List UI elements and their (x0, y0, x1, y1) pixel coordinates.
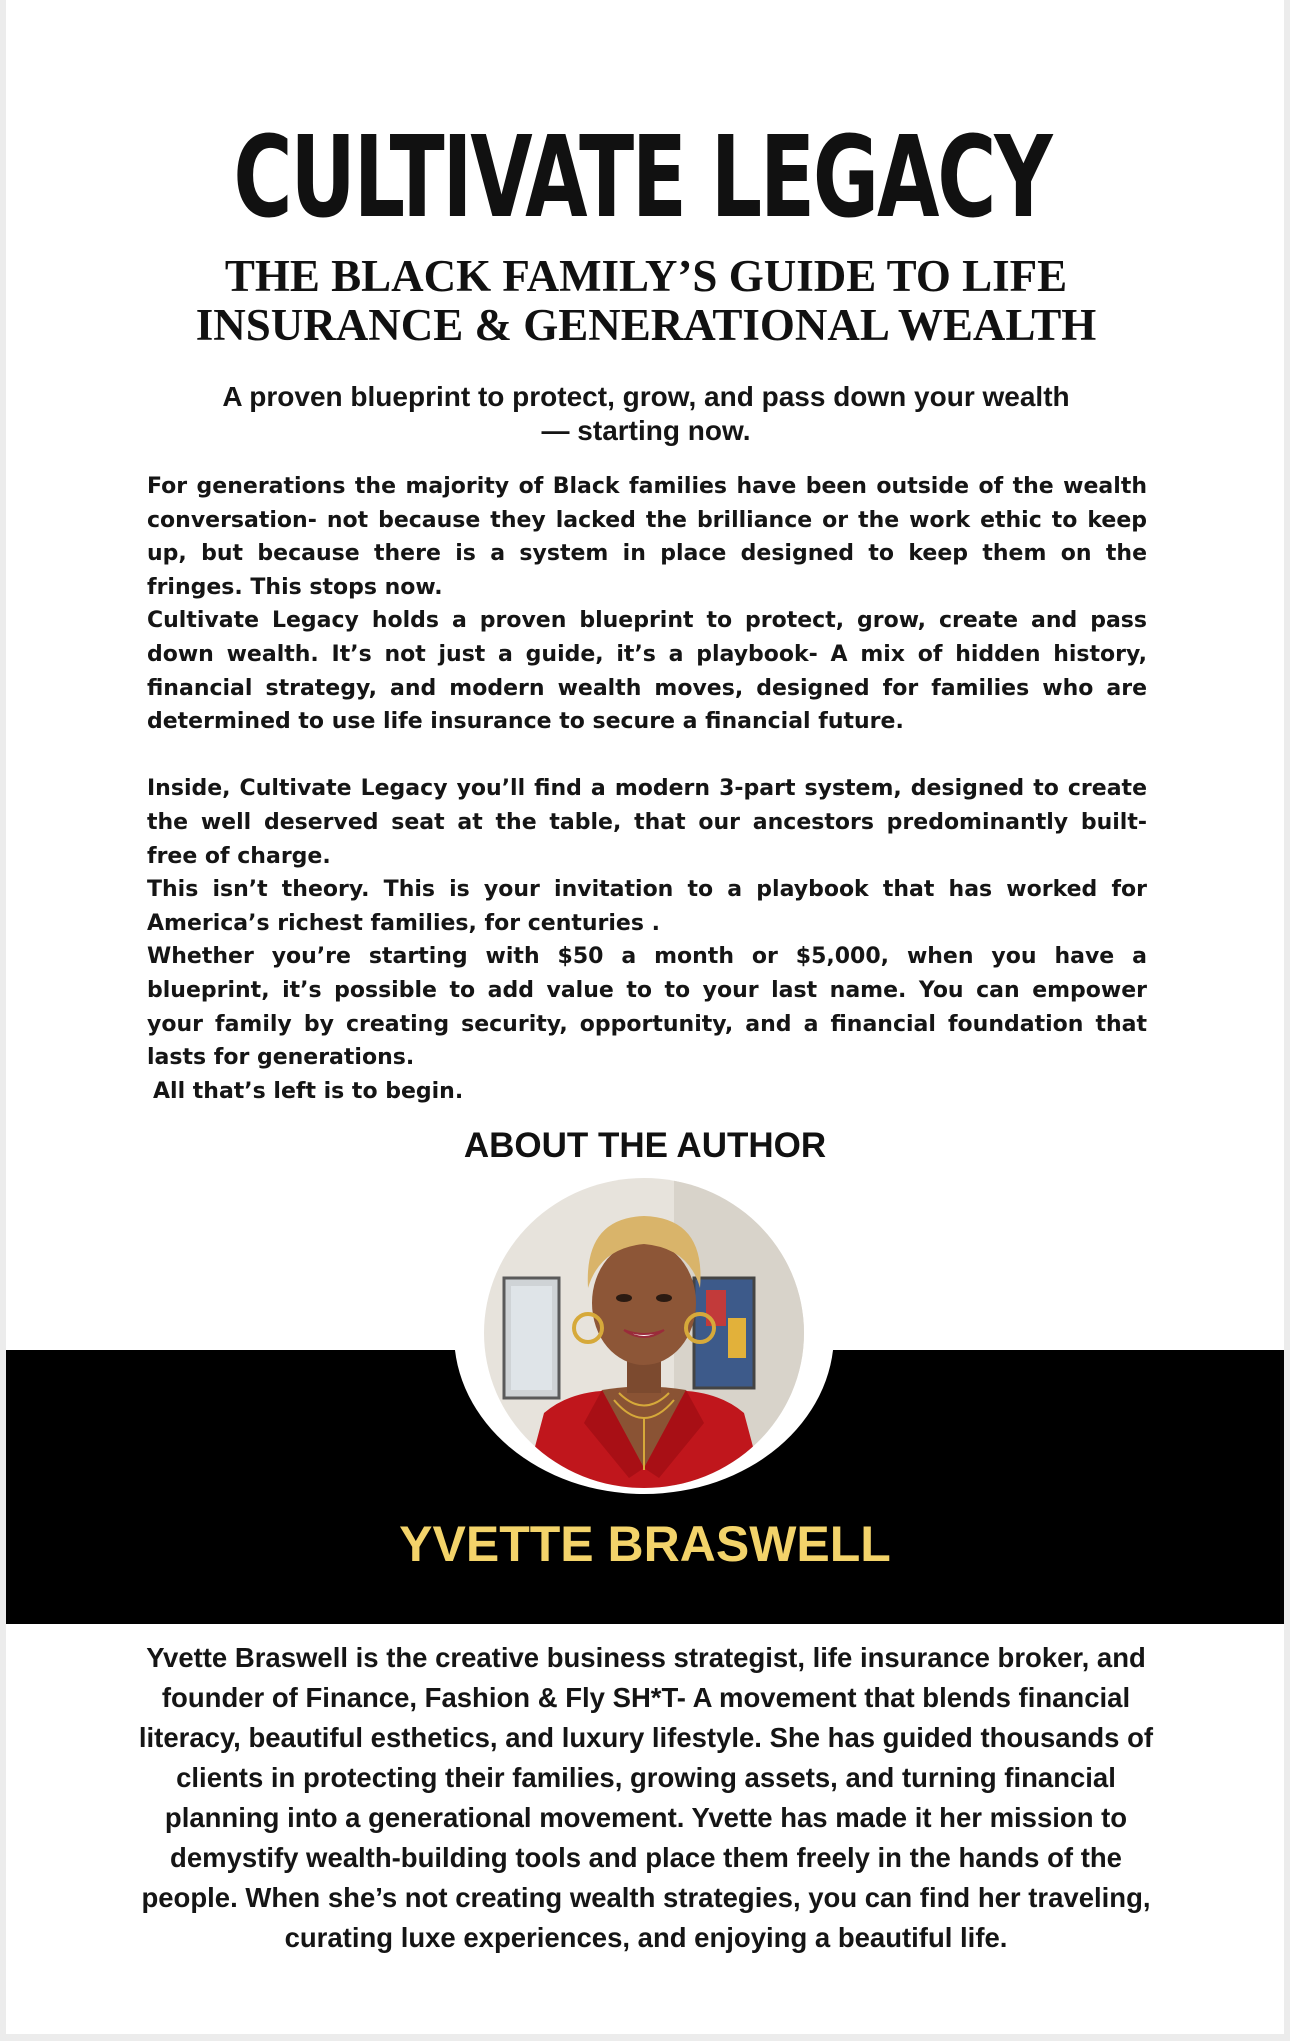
author-name: YVETTE BRASWELL (399, 1516, 891, 1572)
subtitle-line-2: INSURANCE & GENERATIONAL WEALTH (195, 300, 1097, 350)
description-paragraph-2: Cultivate Legacy holds a proven blueprint to protect, grow, create and pass down wealth. It’s not just a guide, it’s a playbook- A mix of hidden history, financial strategy, and modern wealth moves, designed for families who are determined to use life insurance to secure a financial future. (147, 608, 1147, 735)
description-paragraph-4: This isn’t theory. This is your invitation to a playbook that has worked for America’s richest families, for centuries . (147, 877, 1147, 936)
book-title: CULTIVATE LEGACY (233, 113, 1051, 243)
about-author-heading: ABOUT THE AUTHOR (463, 1126, 827, 1165)
description-paragraph-1: For generations the majority of Black families have been outside of the wealth conversation- not because they lacked the brilliance or the work ethic to keep up, but because there is a system in place designed to keep them on the fringes. This stops now. (147, 474, 1147, 600)
description-paragraph-6: All that’s left is to begin. (153, 1078, 464, 1104)
tagline-line-2: — starting now. (541, 415, 751, 446)
author-portrait-illustration (484, 1178, 804, 1488)
author-bio: Yvette Braswell is the creative business strategist, life insurance broker, and founder of Finance, Fashion & Fly SH*T- A movement that blends financial literacy, beautiful esthetics, and luxury lifestyle. She has guided thousands of clients in protecting their families, growing assets, and turning financial planning into a generational movement. Yvette has made it her mission to demystify wealth-building tools and place them freely in the hands of the people. When she’s not creating wealth strategies, you can find her traveling, curating luxe experiences, and enjoying a beautiful life. (138, 1642, 1154, 1953)
book-subtitle (146, 252, 1146, 350)
description-body (147, 470, 1147, 1108)
description-paragraph-3: Inside, Cultivate Legacy you’ll find a modern 3-part system, designed to create the well deserved seat at the table, that our ancestors predominantly built- free of charge. (147, 776, 1147, 869)
tagline-line-1: A proven blueprint to protect, grow, and pass down your wealth (222, 381, 1070, 412)
tagline (166, 380, 1126, 448)
author-photo (484, 1178, 804, 1488)
subtitle-line-1: THE BLACK FAMILY’S GUIDE TO LIFE (224, 251, 1068, 301)
book-flyer-page (6, 0, 1284, 2034)
description-paragraph-5: Whether you’re starting with $50 a month or $5,000, when you have a blueprint, it’s possible to add value to to your last name. You can empower your family by creating security, opportunity, and a financial foundation that lasts for generations. (147, 944, 1147, 1071)
